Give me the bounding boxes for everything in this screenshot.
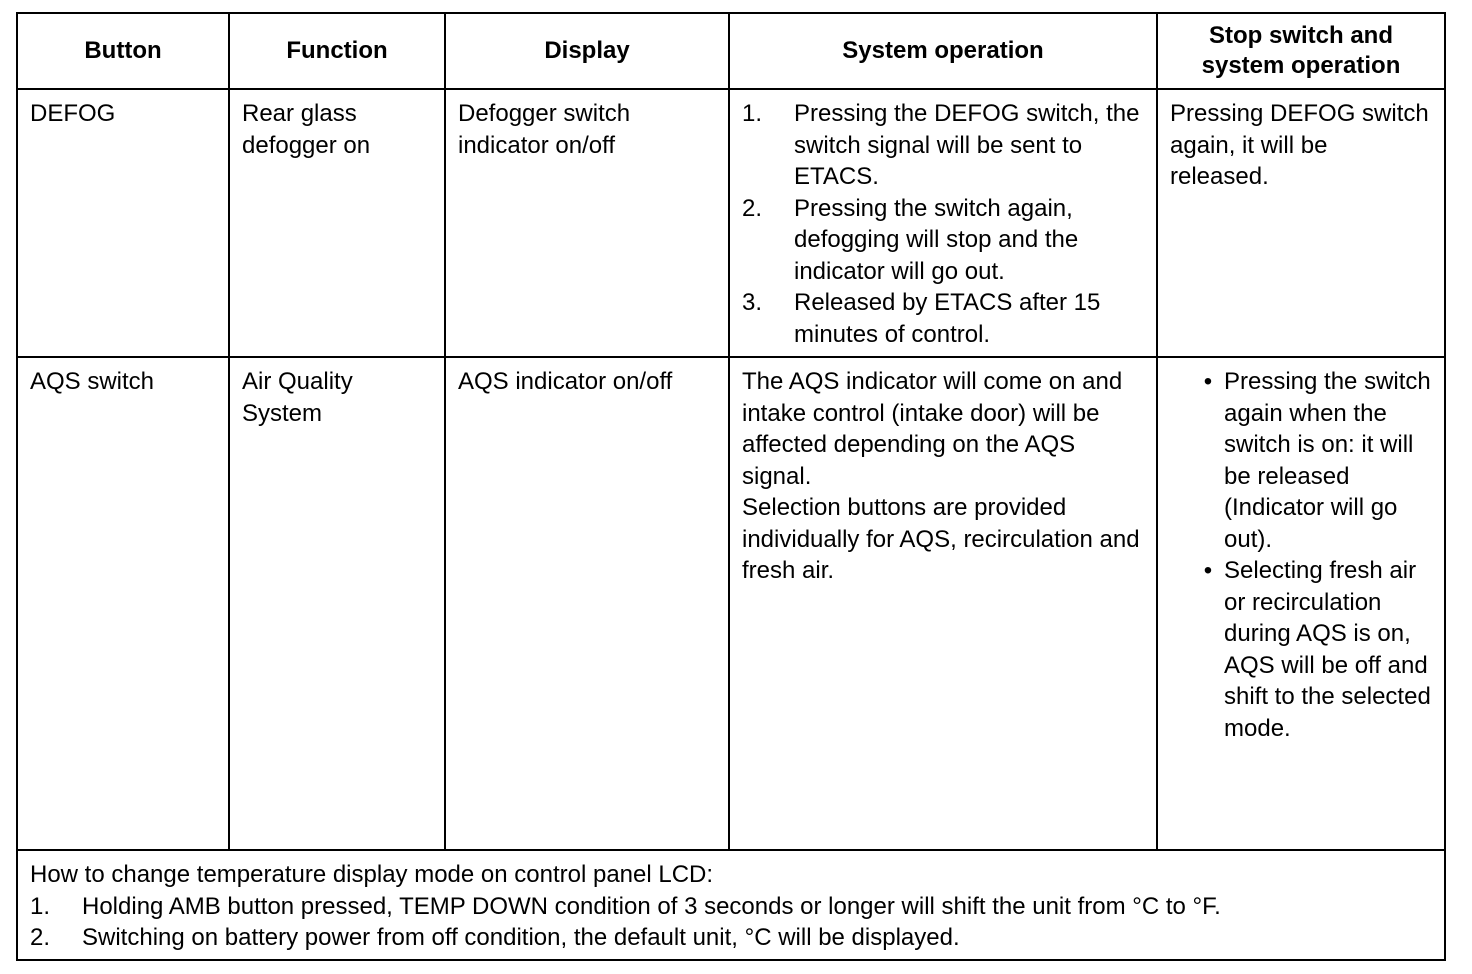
cell-function: Rear glass defogger on bbox=[229, 89, 445, 357]
header-button: Button bbox=[17, 13, 229, 89]
list-item-number: 1. bbox=[30, 892, 51, 920]
header-system-operation: System operation bbox=[729, 13, 1157, 89]
list-item-text: Selecting fresh air or recirculation during AQS is on, AQS will be off and shift to the selected mode. bbox=[1224, 557, 1431, 742]
list-item bbox=[742, 193, 1144, 288]
stop-switch-list bbox=[1170, 366, 1432, 744]
footer-note bbox=[17, 850, 1445, 960]
header-row bbox=[17, 13, 1445, 89]
bullet-icon: • bbox=[1203, 557, 1213, 584]
list-item bbox=[1192, 366, 1432, 555]
list-item bbox=[30, 922, 1432, 954]
cell-system-operation bbox=[729, 89, 1157, 357]
cell-display: AQS indicator on/off bbox=[445, 357, 729, 850]
list-item-number: 3. bbox=[742, 289, 763, 316]
cell-button: DEFOG bbox=[17, 89, 229, 357]
cell-stop-switch: Pressing DEFOG switch again, it will be released. bbox=[1157, 89, 1445, 357]
system-operation-list bbox=[742, 98, 1144, 350]
list-item-text: Pressing the DEFOG switch, the switch signal will be sent to ETACS. bbox=[794, 100, 1140, 190]
list-item-text: Switching on battery power from off condition, the default unit, °C will be displayed. bbox=[82, 924, 960, 951]
list-item bbox=[30, 891, 1432, 923]
function-table bbox=[16, 12, 1446, 961]
cell-stop-switch bbox=[1157, 357, 1445, 850]
system-operation-paragraph: Selection buttons are provided individually for AQS, recirculation and fresh air. bbox=[742, 494, 1140, 584]
header-display: Display bbox=[445, 13, 729, 89]
list-item bbox=[742, 98, 1144, 193]
list-item-text: Holding AMB button pressed, TEMP DOWN condition of 3 seconds or longer will shift the unit from °C to °F. bbox=[82, 892, 1221, 920]
footer-row bbox=[17, 850, 1445, 960]
table-row-aqs bbox=[17, 357, 1445, 850]
cell-button: AQS switch bbox=[17, 357, 229, 850]
bullet-icon: • bbox=[1203, 368, 1213, 395]
list-item-number: 2. bbox=[742, 194, 763, 222]
system-operation-paragraph: The AQS indicator will come on and intake control (intake door) will be affected depending on the AQS signal. bbox=[742, 368, 1123, 490]
list-item bbox=[1192, 555, 1432, 744]
cell-function: Air Quality System bbox=[229, 357, 445, 850]
list-item-text: Pressing the switch again when the switch is on: it will be released (Indicator will go out). bbox=[1224, 368, 1431, 553]
header-stop-switch bbox=[1157, 13, 1445, 89]
footer-intro: How to change temperature display mode on control panel LCD: bbox=[30, 861, 714, 888]
footer-list bbox=[30, 891, 1432, 954]
list-item-text: Pressing the switch again, defogging will stop and the indicator will go out. bbox=[794, 194, 1079, 285]
table-row-defog bbox=[17, 89, 1445, 357]
cell-system-operation bbox=[729, 357, 1157, 850]
list-item bbox=[742, 287, 1144, 350]
list-item-text: Released by ETACS after 15 minutes of control. bbox=[794, 289, 1101, 348]
cell-display: Defogger switch indicator on/off bbox=[445, 89, 729, 357]
list-item-number: 1. bbox=[742, 100, 763, 127]
list-item-number: 2. bbox=[30, 924, 51, 951]
header-function: Function bbox=[229, 13, 445, 89]
header-stop-switch-line1: Stop switch and bbox=[1208, 22, 1393, 49]
header-stop-switch-line2: system operation bbox=[1201, 52, 1401, 79]
